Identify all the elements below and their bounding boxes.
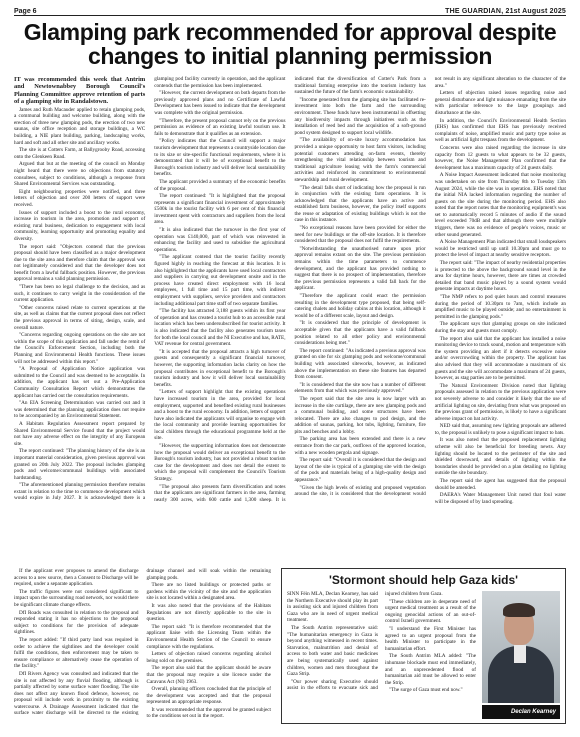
paragraph: The South Antrim MLA added: "The inhumane blockade must end immediately, and an unprecedented flood of humanitarian aid must be allowed to enter the Strip. [385, 653, 476, 686]
paragraph: The report continued: "It is highlighted that the proposal represents a significant financial investment of approximately £500k in the tourist facility with 6 per cent of this financial investment spent with contractors and suppliers from the local area. [154, 193, 286, 226]
paragraph: There are no listed buildings or protected paths or gardens within the vicinity of the site and the application site is not located within a designated area. [146, 582, 271, 602]
paragraph: The site is at Cotters Farm, at Ballygrooby Road, accessing onto the Glenkeen Road. [14, 147, 146, 160]
paragraph: The report said: "It is therefore recommended that the applicant liaise with the Licensing Team within the Environmental Health Section of the Council to ensure compliance with the regulations. [146, 623, 271, 650]
paragraph: "An EIA Screening Determination was carried out and it was determined that the planning application does not require to be accompanied by an Environmental Statement. [14, 400, 146, 420]
paragraph: If the applicant ever proposes to amend the discharge access to a new source, then a Consent to Discharge will be required, under a separate application. [14, 568, 139, 588]
paragraph: "I understand the First Minister has agreed to an urgent proposal from the health Minister to participate in the humanitarian effort. [385, 625, 476, 652]
paragraph: Letters of objection raised concerns regarding alcohol being sold on the premises. [146, 651, 271, 664]
masthead-date: THE GUARDIAN, 21st August 2025 [445, 8, 566, 15]
paragraph: It was recommended that the approval be granted subject to the conditions set out in the report. [146, 706, 271, 720]
paragraph: The report also said that the applicant should be aware that the proposal may require a site licence under the Caravans Act (NI) 1963. [146, 665, 271, 685]
paragraph: "Letters of support highlight that the existing operations have increased tourism in the area, provided for local employment, supported and benefited existing rural businesses and a boost to the rural economy. In addition, letters of support have also indicated the applicants will organise to engage with the local community and provide learning opportunities for local children through the educational programme held at the site. [154, 389, 286, 442]
paragraph: The applicant says that glamping groups on site indicated during the stay and guests must comply. [434, 321, 566, 334]
paragraph: DfI Roads was consulted in relation to the proposal and responded stating it has no objections to the proposal subject to conditions for the provision of adequate sightlines. [14, 609, 139, 636]
paragraph: "The facility has attracted 3,188 guests within its first year of operation and has created a tourist hub to an accessible rural location which has been undersubscribed for tourist activity. It is also indicated that the facility also generates tourism taxes for both the local council and the NI Executive and has, RATE, VAT revenue for central government. [154, 308, 286, 348]
lower-section [14, 568, 566, 728]
paragraph: "The detail falls short of indicating how the proposal is run in conjunction with the existing farm operations. It is acknowledged that the applicants have an active and established farm business, however, the policy itself supports the reuse or adaptation of existing buildings which is not the case in this instance. [294, 184, 426, 224]
paragraph: The South Antrim representative said: "The humanitarian emergency in Gaza is beyond anything witnessed in recent times. Starvation, malnutrition and denial of access to both water and basic medicines are being systematically used against children, women and men throughout the Gaza Strip. [287, 624, 378, 678]
paragraph: "There has been no legal challenge to the decision, and as such, it continues to carry weight in the consideration of the current application. [14, 284, 146, 304]
paragraph: "It is considered that the principle of development is acceptable given that the applicants have a valid fallback position related to all other policy and environmental considerations being met." [294, 320, 426, 347]
paragraph: The parking area has been extended and there is a new entrance from the car park, outflows of the approved location, with a new wooden pergola and signage. [294, 436, 426, 456]
paragraph: SINN Féin MLA, Declan Kearney, has said the Northern Executive should play its part in assisting sick and injured children from Gaza who are in need of urgent medical treatment. [287, 591, 378, 624]
sidebar-title: 'Stormont should help Gaza kids' [328, 573, 519, 587]
paragraph: "Our power sharing Executive should assist in the efforts to evacuate sick and injured children from Gaza. [287, 591, 443, 692]
paragraph: The report said: "The impact of nearby residential properties is protected to the above the background sound level in the area for daytime hours, however, there are times at crowded detailed that band music played by a sound system would generate impacts at daytime hours. [434, 260, 566, 293]
article-lead: IT was recommended this week that Antrim and Newtownabbey Borough Council's Planning Committee approve retention of parts of a glamping site in Randalstown. [14, 76, 146, 106]
paragraph: The Natural Environment Division noted that lighting proposals assessed in relation to the previous application were not severely adverse to and consider it likely that the use of artificial lighting on site, deviating from what was proposed on the previous grant of permission, is likely to have a significant adverse impact on bat activity. [434, 382, 566, 422]
paragraph: It was also noted that the proposed replacement lighting scheme will also be beneficial for breeding newts. Any lighting should be located to the perimeter of the site and shielded downward, and details of lighting within the boundaries should be provided on a plan detailing no lighting outside the site boundary. [434, 437, 566, 477]
paragraph: "Therefore, the present proposal cannot rely on the previous permission as evidence of an existing lawful tourism use. It fails to demonstrate that it qualifies as an extension. [154, 117, 286, 137]
article-continuation [14, 568, 271, 728]
paragraph: James and Ruth Macauder applied to retain glamping pods, a communal building and welcome building, along with the erection of three new glamping pods, the erection of two new saunas, site office reception and storage buildings, a WC building, a NIE plant building, parking, landscaping works, hard and soft and all other site and ancillary works. [14, 106, 146, 146]
paragraph: "The NMP refers to pod quiet hours and control measures during the period of 10.30pm to 7am, which include an amplified music to be played outside; and no entertainment is permitted in the glamping pods." [434, 294, 566, 320]
paragraph: "No exceptional reasons have been provided for either the need for new buildings or the off-site location. It is therefore considered that the proposal does not fulfil the requirements. [294, 225, 426, 245]
paragraph: The report continued: "As indicated a previous approval was granted on site for six glamping pods and welcome/communal building with associated siteworks, however, as indicated above the implementation on these site features has departed from consent. [294, 347, 426, 381]
paragraph: "These children are in desperate need of urgent medical treatment as a result of the ongoing genocidal actions of an out-of-control Israeli government. [385, 598, 476, 625]
paragraph: In addition, the Council's Environmental Health Section (EHS) has confirmed that EHS has previously received complaints of noise, amplified music and party type noise as well as artificial light trespass from the development. [434, 117, 566, 144]
article-headline: Glamping park recommended for approval despite changes to initial planning permission [23, 19, 557, 69]
sidebar-story [281, 568, 566, 724]
paragraph: "Policy indicates that the Council will support a major tourism development that represents a countryside location due to its size or site-specific functional requirements, where it is demonstrated that it will be of exceptional benefit to the Borough's tourism industry and will deliver local sustainability benefits. [154, 138, 286, 178]
paragraph: "The aforementioned planning permission therefore remains extant in relation to the time to commence development which would expire in July 2027. It is acknowledged there is a glamping pod facility currently in operation, and the applicant contends that the permission has been implemented. [14, 76, 286, 502]
paragraph: "It is also indicated that the turnover in the first year of operation was £140,000, part of which was reinvested in enhancing the facility and used to subsidise the agricultural operations. [154, 227, 286, 253]
paragraph: It was also noted that the provisions of the Habitats Regulations are not directly applicable to the site in question. [146, 602, 271, 623]
paragraph: Issues of support included a boost to the rural economy, increase in tourism in the area, promotion and support of existing rural business, dedication to engagement with local community, learning opportunity and promoting equality and diversity. [14, 209, 146, 242]
paragraph: Letters of objection raised issues regarding noise and general disturbance and light nuisance emanating from the site with particular reference to the large groupings and disturbance at the site. [434, 90, 566, 116]
photo-caption: Declan Kearney [482, 705, 560, 719]
paragraph: A Habitats Regulation Assessment report prepared by Shared Environmental Service found that the project would not have any adverse effect on the integrity of any European site. [14, 420, 146, 447]
paragraph: "Concerns regarding ongoing operations on the site are not within the scope of this application and fall under the remit of the Council's Enforcement Section, including both the Planning and Environmental Health functions. These issues will not be addressed within this report." [14, 332, 146, 365]
paragraph: A Noise Impact Assessment indicated that noise monitoring was undertaken on site from Thursday 8th to Tuesday 13th August 2024, while the site was in operation. EHS noted that the initial NIA lacked information regarding the number of guests on the site during the monitoring period. EHS also noted that the report notes that the monitoring equipment's was set to automatically record 5 minutes of audio if the sound level exceeded 70dB and that although there were multiple triggers, there was no evidence of people's voices, music or other sound generated. [434, 172, 566, 238]
paragraph: The applicant provided a summary of the economic benefits of the proposal. [154, 178, 286, 192]
paragraph: The traffic figures were not considered significant to impact upon the surrounding road network, nor would there be significant climate change effects. [14, 588, 139, 608]
paragraph: "The proposal also presents farm diversification and notes that the applicants are significant farmers in the area, farming nearly 300 acres, with 600 cattle and 1,300 sheep. It is indicated that the diversification of Cotter's Park from a traditional farming enterprise into the tourism industry has sustained the future of the farm's economic sustainability. [154, 76, 426, 503]
paragraph: DAERA's Water Management Unit noted that foul water will be disposed of by land spreading. [434, 492, 566, 505]
paragraph: "It is accepted that the proposal attracts a high turnover of guests and consequently a significant financial turnover, however, the supporting information lacks clarity on how the proposal contributes in exceptional benefit to the Borough's tourism industry and how it will deliver local sustainability benefits. [154, 348, 286, 388]
article-body [14, 76, 566, 606]
paragraph: "However, the supporting information does not demonstrate how the proposal would deliver an exceptional benefit to the Borough's tourism industry, has not provided a robust tourism case for the development and does not detail the extent to which the proposal will complement the Council's Tourism Strategy. [154, 443, 286, 483]
paragraph: The report said: "Overall it is considered that the design and layout of the site is typical of a glamping site with the design of the pods and materials being of a high-quality design and appearance." [294, 457, 426, 484]
paragraph: The report added: "If third party land was required in order to achieve the sightlines and the developer could fulfil the conditions, then enforcement may be taken to ensure compliance or alternatively cease the operation of the facility." [14, 636, 139, 670]
paragraph: Concerns were also raised regarding the increase in site capacity from 12 guests to what appears to be 32 guests, however, the Noise Management Plan confirmed that the development has a maximum capacity of 24 guests daily. [434, 144, 566, 171]
paragraph: "The availability of on-site luxury accommodation has provided a unique opportunity to host farm visitors, including potential customers attending on-farm events, thereby strengthening the vital relationship between tourism and traditional agriculture leasing with the farm's commercial activities and reinforced its commitment to environmental stewardship and rural development. [294, 137, 426, 183]
paragraph: A Noise Management Plan indicated that small loudspeakers would be restricted until up until 10.30pm and must go to protect the level of impact at nearby sensitive receptors. [434, 239, 566, 259]
paragraph: "Given the high levels of existing and proposed vegetation around the site, it is considered that the development would not result in any significant alteration to the character of the area." [294, 76, 566, 498]
sidebar-body [287, 591, 476, 719]
portrait-photo [482, 591, 560, 719]
paragraph: "The surge of Gaza must end now." [389, 687, 463, 694]
paragraph: The report said the agent has suggested that the proposal should be amended. [434, 478, 566, 491]
paragraph: The report said: "Objectors contend that the previous proposal should have been classified as a major development due to the site area and therefore claim that the approval was not legitimately considered and that the developer does not benefit from a lawful fallback position. However, the previous approval remains a valid planning permission. [14, 243, 146, 283]
paragraph: The report said that the site area is now larger with an increase in the site curtilage, there are new glamping pods and a communal building, and some structures have been relocated. There are also changes to pod design, and the addition of saunas, parking, hot tubs, lighting, furniture, fire pits and benches and a lobby. [294, 395, 426, 435]
page-number: Page 6 [14, 8, 37, 15]
paragraph: Eight neighbouring properties were notified, and three letters of objection and over 200 letters of support were received. [14, 188, 146, 208]
paragraph: "Therefore the applicant could enact the permission resulting in the development type proposed, that being self-catering chalets and holiday cabins at this location, although it would be of a different scale, layout and design. [294, 293, 426, 319]
paragraph: The report also said that the applicant has installed a noise monitoring device to track sound, motion and temperature with the system providing an alert if it detects excessive noise and/or overcrowding within the property. The applicant has also advised that they will accommodate a maximum of six guests and the site will accommodate a maximum of 24 guests, however, as stag parties are to be permitted. [434, 335, 566, 382]
paragraph: The report continued: "The planning history of the site is an important material consideration, given previous approval was granted on 20th July 2022. The proposal includes glamping pods and welcome/communal buildings with associated hardstanding. [14, 448, 146, 481]
paragraph: DfI Rivers Agency was consulted and indicated that the site is not affected by any fluvial flooding, although is partially affected by some surface water flooding. The site does not affect any known flood defence, however, no proposal will include work in proximity to the existing watercourse. A Drainage Assessment indicated that the surface water discharge will be directed to the existing drainage channel and will soak within the remaining glamping pods. [14, 568, 271, 717]
paragraph: "A Proposal of Application Notice application was submitted to the Council and was deemed to be acceptable. In addition, the applicant has set out a Pre-Application Community Consultation Report which demonstrates the applicant has carried out the consultation requirements. [14, 366, 146, 399]
paragraph: "However, the current development on both departs from the previously approved plans and no Certificate of Lawful Development has been issued to indicate that the development was complete with the original permission. [154, 90, 286, 116]
paragraph: "It is considered that the site now has a number of different elements from that which was previously approved." [294, 381, 426, 395]
paragraph: "Notwithstanding the unauthorised nature upon prior approval remains extant on the site. The previous permission remains within the time parameters to commence development, and the applicant has provided nothing to suggest that there is no prospect of implementation, therefore the previous permission represents a valid fall back for the applicant. [294, 245, 426, 292]
paragraph: Argued that but at the meeting of the council on Monday night heard that there were no objections from statutory consultees, subject to conditions, although a response from Shared Environmental Services was outstanding. [14, 161, 146, 188]
paragraph: "Other concerns raised relate to current operations at the site, as well as claims that the current proposal does not reflect the previous approval in terms of siting, design, scale, and overall nature. [14, 304, 146, 331]
paragraph: NED said that, assuming new lighting proposals are adhered to, the proposal is unlikely to pose a significant impact to bats. [434, 423, 566, 436]
paragraph: Overall, planning officers concluded that the principle of the development was accepted and that the proposal represented an appropriate response. [146, 686, 271, 706]
paragraph: "Income generated from the glamping site has facilitated re-investment into both the farm and the surrounding environment. These funds have been instrumental in offsetting any biodiversity impacts through initiatives such as the installation of reed bed and the acquisition of a soft-ground pond system designed to support local wildlife. [294, 96, 426, 136]
paragraph: "The applicant contend that the tourist facility recently figured highly in reaching the forecast at this location. It is also highlighted that the applicants have used local contractors and suppliers in carrying out development onsite and in the process have created direct employment with 16 local employees, 1 full time and 15 part time, with indirect employment with suppliers, service providers and contractors including additional part time staff of two separate families. [154, 254, 286, 307]
page-folio [14, 0, 566, 16]
